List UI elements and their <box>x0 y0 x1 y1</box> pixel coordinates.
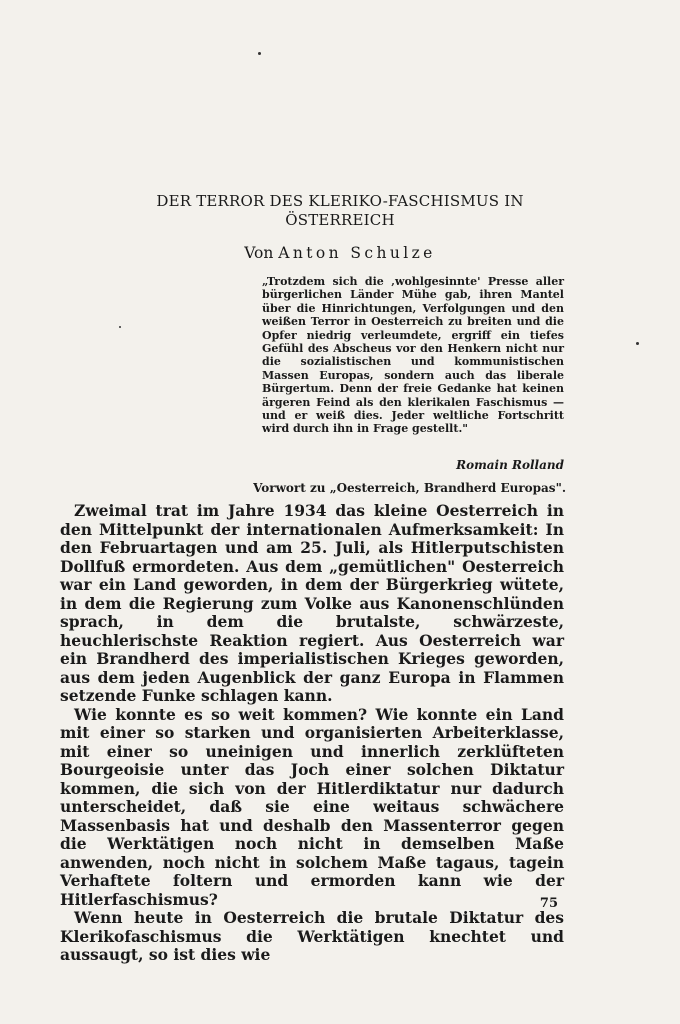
author-name: Anton Schulze <box>278 244 436 262</box>
title-line-2: ÖSTERREICH <box>285 211 395 229</box>
title-line-1: DER TERROR DES KLERIKO-FASCHISMUS IN <box>156 192 524 210</box>
page-number: 75 <box>539 896 558 911</box>
print-speck <box>119 326 121 328</box>
paragraph: Zweimal trat im Jahre 1934 das kleine Oesterreich in den Mittelpunkt der internationalen Aufmerksamkeit: In den Februartagen und am 25. Juli, als Hitlerputschisten Dollfuß ermordeten. Aus dem „gemütlichen" Oesterreich war ein Land geworden, in dem der Bürgerkrieg wütete, in dem die Regierung zum Volke aus Kanonenschlünden sprach, in dem die brutalste, schwärzeste, heuchlerischste Reaktion regiert. Aus Oesterreich war ein Brandherd des imperialistischen Krieges geworden, aus dem jeden Augenblick der ganz Europa in Flammen setzende Funke schlagen kann. <box>60 501 564 705</box>
epigraph-source: Vorwort zu „Oesterreich, Brandherd Europas". <box>253 481 566 495</box>
body-text <box>60 502 564 965</box>
paragraph: Wie konnte es so weit kommen? Wie konnte ein Land mit einer so starken und organisierten Arbeiterklasse, mit einer so uneinigen und innerlich zerklüfteten Bourgeoisie unter das Joch einer solchen Diktatur kommen, die sich von der Hitlerdiktatur nur dadurch unterscheidet, daß sie eine weitaus schwächere Massenbasis hat und deshalb den Massenterror gegen die Werktätigen noch nicht in demselben Maße anwenden, noch nicht in solchem Maße tagaus, tagein Verhaftete foltern und ermorden kann wie der Hitlerfaschismus? <box>60 704 564 909</box>
article-title <box>60 192 620 230</box>
byline-prefix: Von <box>244 244 274 262</box>
byline <box>60 244 620 262</box>
print-speck <box>258 52 261 55</box>
epigraph-quote: „Trotzdem sich die ‚wohlgesinnte' Presse aller bürgerlichen Länder Mühe gab, ihren Mantel über die Hinrichtungen, Verfolgungen und den weißen Terror in Oesterreich zu breiten und die Opfer niedrig verleumdete, ergriff ein tiefes Gefühl des Abscheus vor den Henkern nicht nur die sozialistischen und kommunistischen Massen Europas, sondern auch das liberale Bürgertum. Denn der freie Gedanke hat keinen ärgeren Feind als den klerikalen Faschismus — und er weiß dies. Jeder weltliche Fortschritt wird durch ihn in Frage gestellt." <box>262 275 564 436</box>
print-speck <box>636 342 639 345</box>
epigraph-author: Romain Rolland <box>456 458 564 472</box>
paragraph: Wenn heute in Oesterreich die brutale Diktatur des Klerikofaschismus die Werktätigen knechtet und aussaugt, so ist dies wie <box>60 908 564 964</box>
